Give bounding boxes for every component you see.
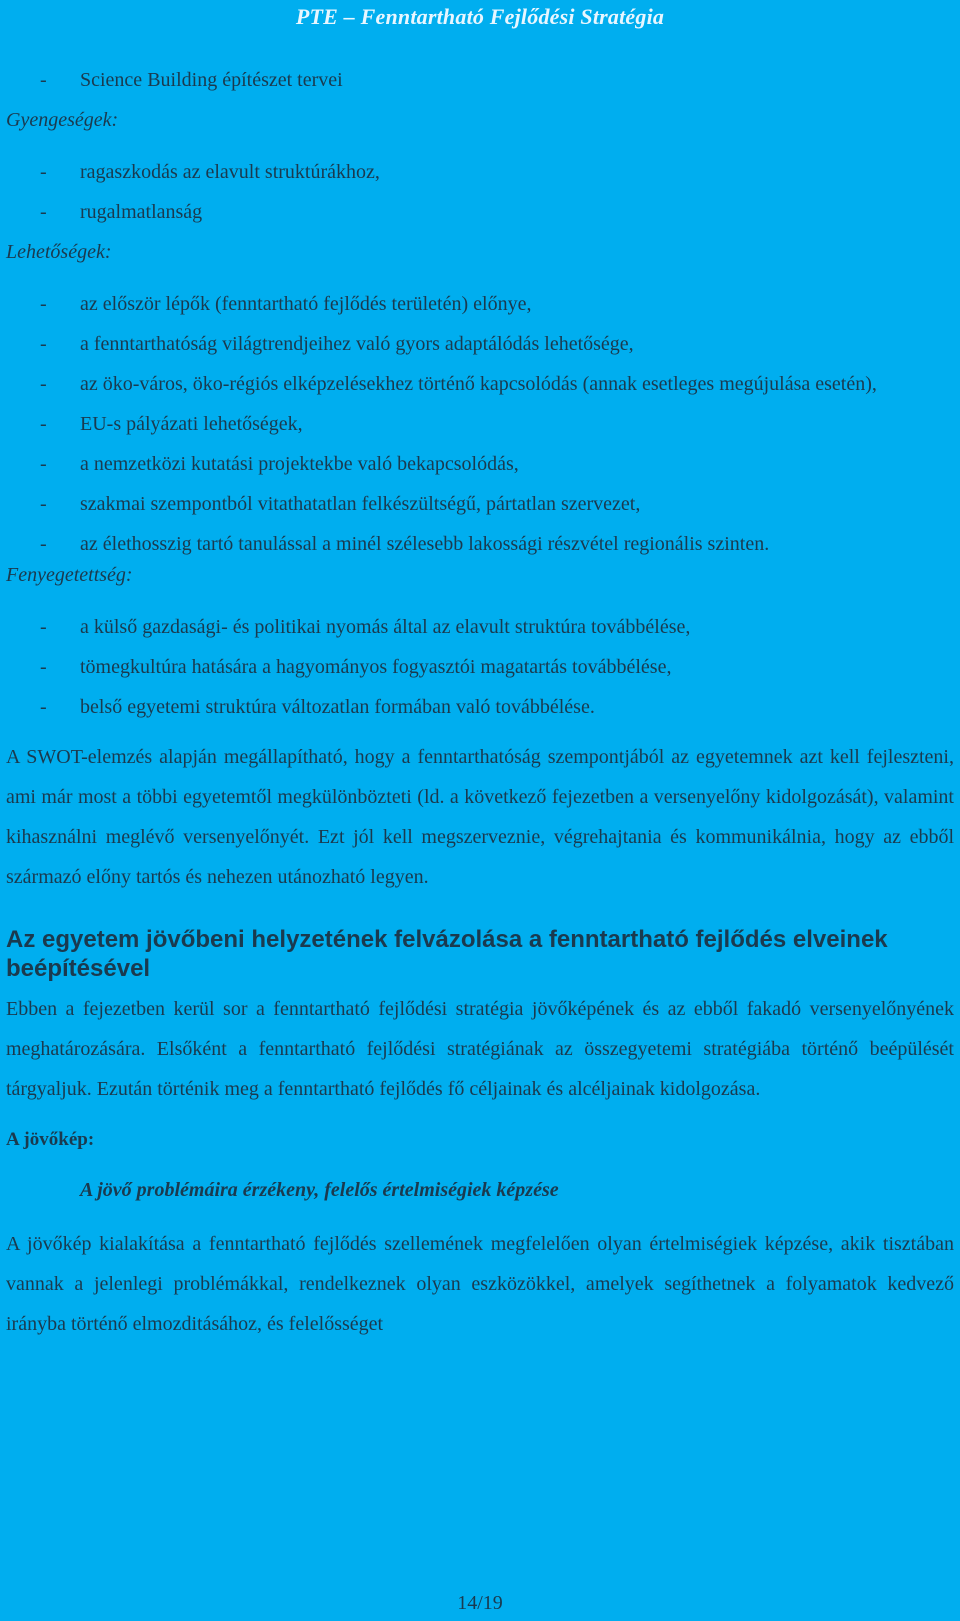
list-marker: - <box>40 69 47 91</box>
page-header: PTE – Fenntartható Fejlődési Stratégia <box>295 4 665 29</box>
section-intro-paragraph: Ebben a fejezetben kerül sor a fenntartható fejlődési stratégia jövőképének és az ebből fakadó versenyelőnyének meghatározására. Elsőként a fenntartható fejlődési stratégiának az összegyetemi stratégiába történő beépülését tárgyaljuk. Ezután történik meg a fenntartható fejlődés fő céljainak és alcéljainak kidolgozása. <box>6 998 954 1100</box>
list-marker: - <box>40 161 47 183</box>
list-item: - a nemzetközi kutatási projektekbe való bekapcsolódás, <box>40 453 519 475</box>
list-marker: - <box>40 493 47 515</box>
section-heading: Az egyetem jövőbeni helyzetének felvázolása a fenntartható fejlődés elveinek beépítésével <box>6 926 888 982</box>
vision-title: A jövő problémáira érzékeny, felelős értelmiségiek képzése <box>80 1179 559 1201</box>
page-content <box>6 70 954 1344</box>
list-marker: - <box>40 201 47 223</box>
strengths-tail-list <box>6 70 954 91</box>
list-marker: - <box>40 656 47 678</box>
list-marker: - <box>40 616 47 638</box>
opportunities-list <box>6 294 954 555</box>
list-item: - az öko-város, öko-régiós elképzelésekhez történő kapcsolódás (annak esetleges megújulása esetén), <box>40 373 877 395</box>
threats-label: Fenyegetettség: <box>6 564 133 586</box>
list-item: - a külső gazdasági- és politikai nyomás által az elavult struktúra továbbélése, <box>40 616 691 638</box>
list-item: - szakmai szempontból vitathatatlan felkészültségű, pártatlan szervezet, <box>40 493 641 515</box>
list-item: - ragaszkodás az elavult struktúrákhoz, <box>40 161 380 183</box>
list-item: - Science Building építészet tervei <box>40 69 343 91</box>
weaknesses-list <box>6 162 954 223</box>
list-marker: - <box>40 453 47 475</box>
list-item: - tömegkultúra hatására a hagyományos fogyasztói magatartás továbbélése, <box>40 656 672 678</box>
list-marker: - <box>40 373 47 395</box>
vision-paragraph: A jövőkép kialakítása a fenntartható fejlődés szellemének megfelelően olyan értelmiségiek képzése, akik tisztában vannak a jelenlegi problémákkal, rendelkeznek olyan eszközökkel, amelyek segíthetnek a folyamatok kedvező irányba történő elmozditásához, és felelősséget <box>6 1233 954 1335</box>
list-marker: - <box>40 333 47 355</box>
weaknesses-label: Gyengeségek: <box>6 109 119 131</box>
list-marker: - <box>40 696 47 718</box>
threats-list <box>6 617 954 718</box>
list-marker: - <box>40 413 47 435</box>
opportunities-label: Lehetőségek: <box>6 241 112 263</box>
list-item: - az először lépők (fenntartható fejlődés területén) előnye, <box>40 293 532 315</box>
swot-paragraph: A SWOT-elemzés alapján megállapítható, hogy a fenntarthatóság szempontjából az egyetemnek azt kell fejleszteni, ami már most a többi egyetemtől megkülönbözteti (ld. a következő fejezetben a versenyelőny kidolgozását), valamint kihasználni meglévő versenyelőnyét. Ezt jól kell megszerveznie, végrehajtania és kommunikálnia, hogy az ebből származó előny tartós és nehezen utánozható legyen. <box>6 746 954 888</box>
list-item: - a fenntarthatóság világtrendjeihez való gyors adaptálódás lehetősége, <box>40 333 634 355</box>
list-item: - EU-s pályázati lehetőségek, <box>40 413 303 435</box>
list-marker: - <box>40 293 47 315</box>
list-item: - az élethosszig tartó tanulással a minél szélesebb lakossági részvétel regionális szinten. <box>40 533 770 555</box>
list-item: - rugalmatlanság <box>40 201 203 223</box>
vision-label: A jövőkép: <box>6 1129 95 1150</box>
list-marker: - <box>40 533 47 555</box>
list-item: - belső egyetemi struktúra változatlan formában való továbbélése. <box>40 696 595 718</box>
page-number: 14/19 <box>457 1592 503 1614</box>
